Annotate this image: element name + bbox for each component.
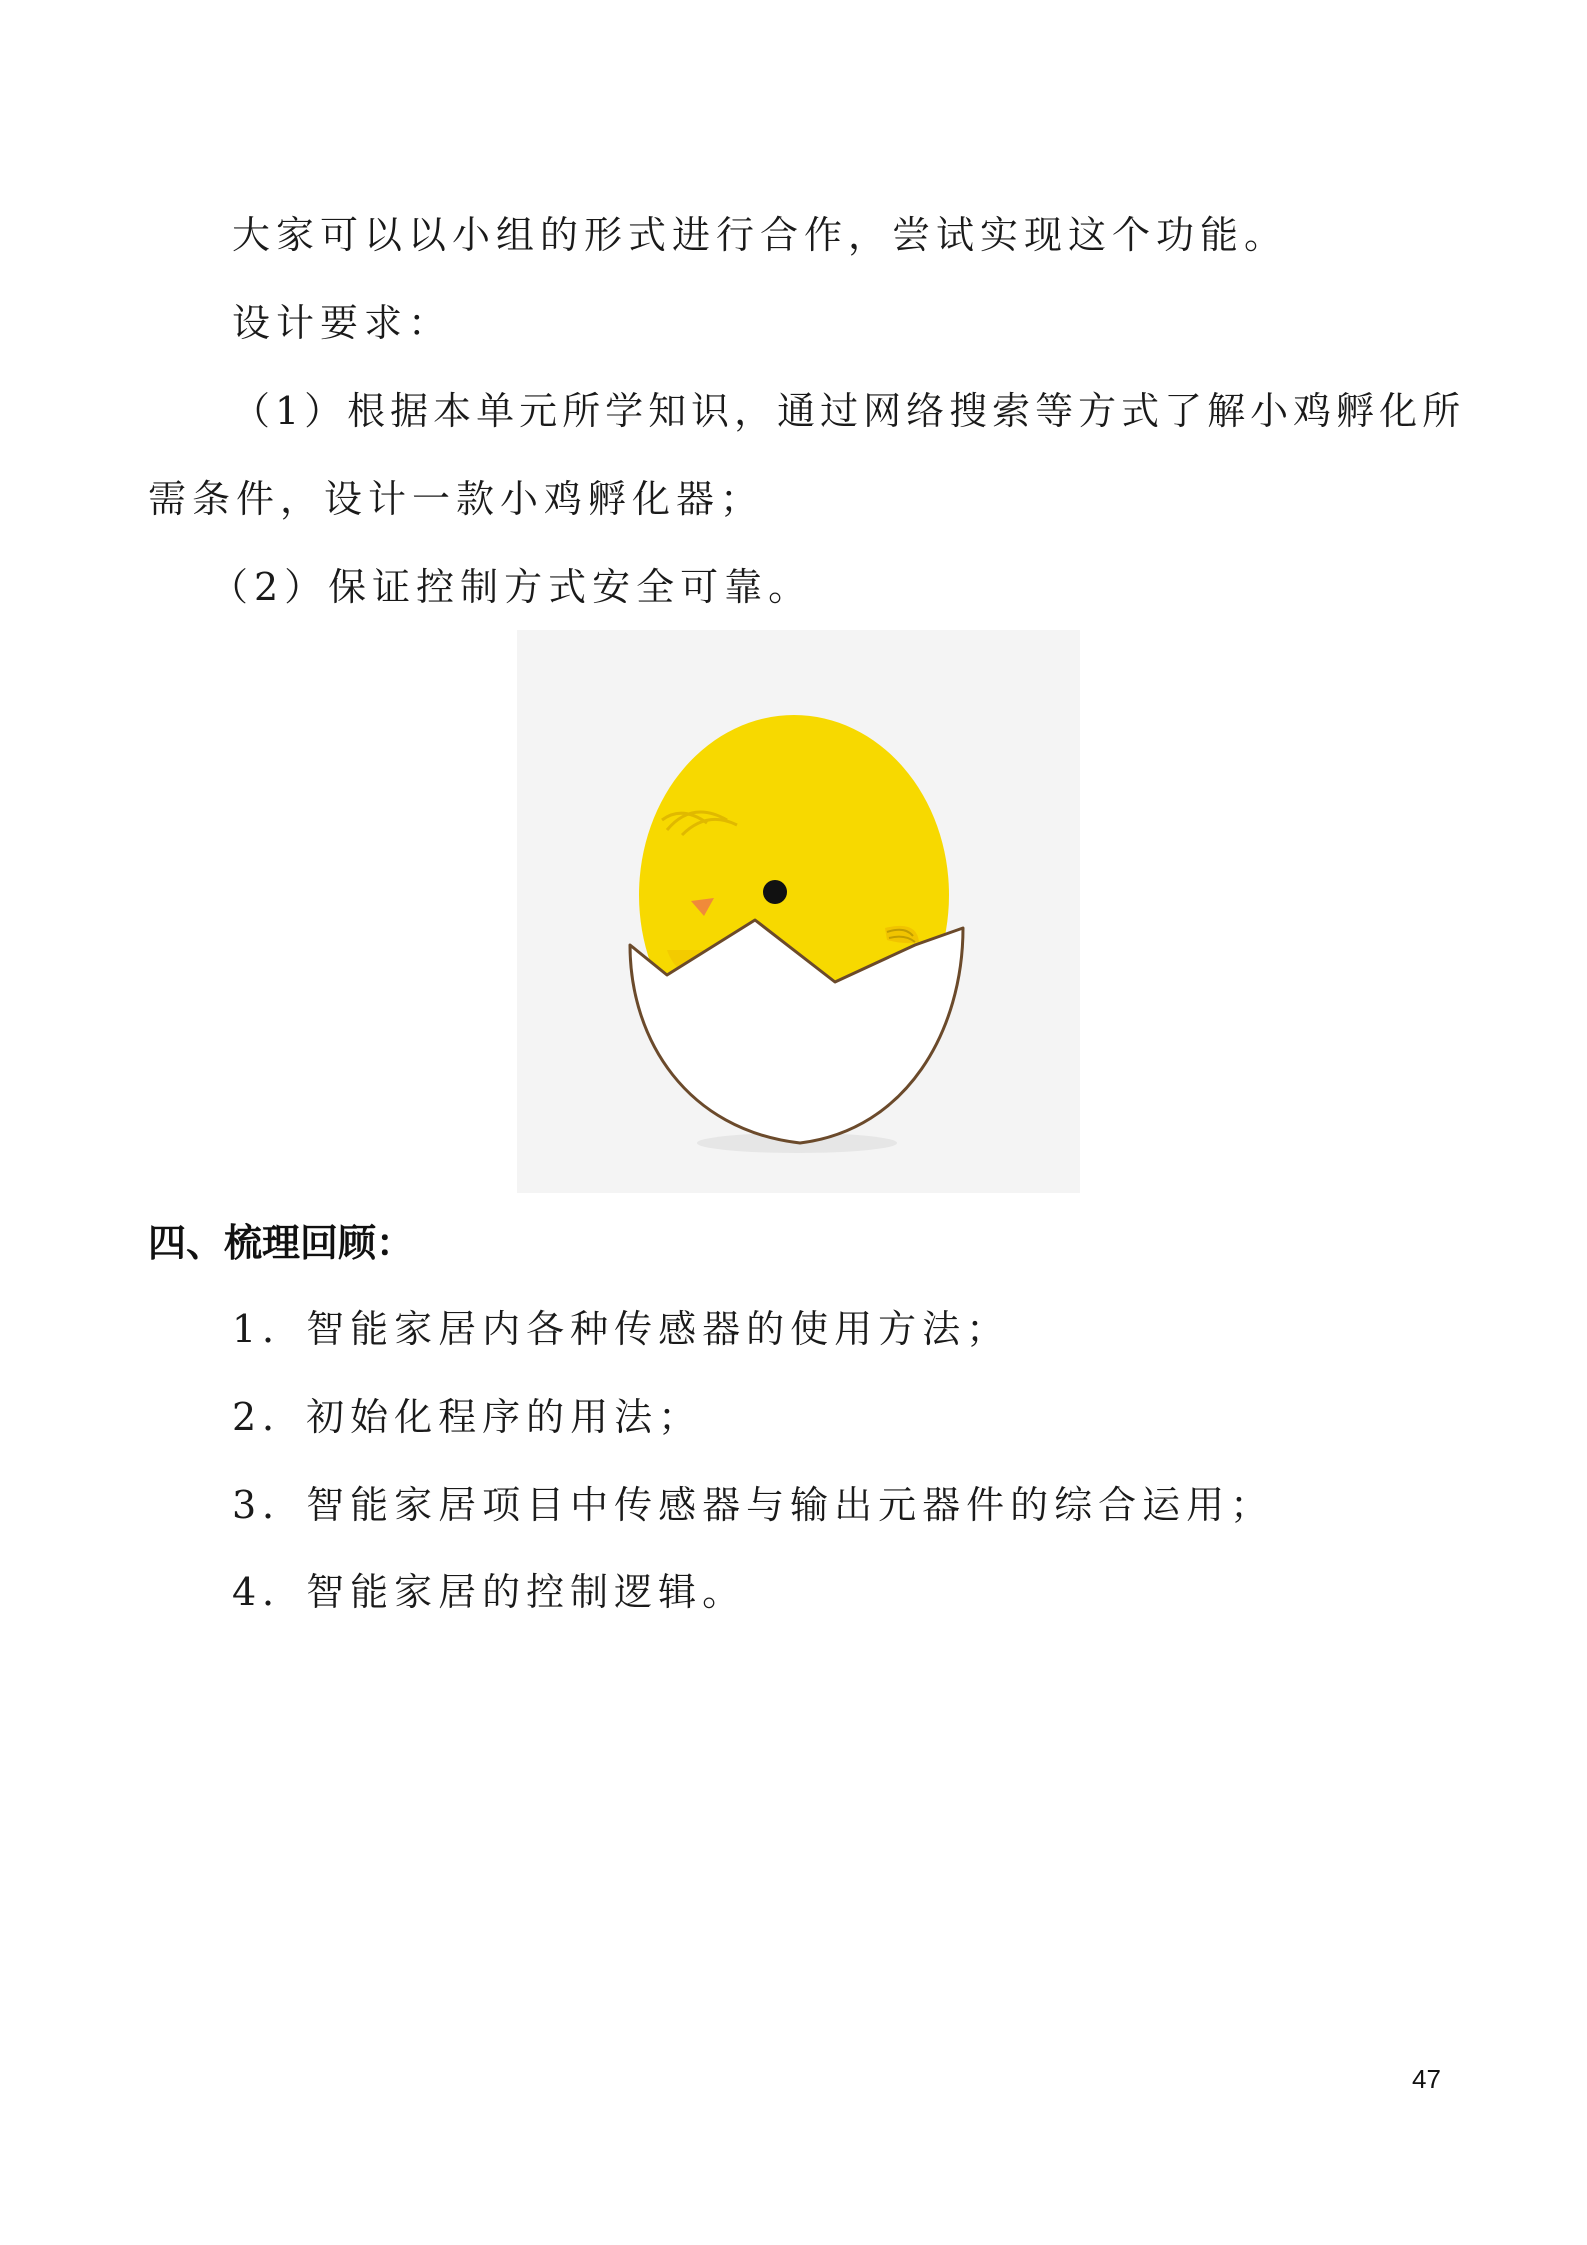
page-number: 47	[1412, 2064, 1441, 2094]
hatching-chick-illustration	[517, 630, 1080, 1193]
review-item-4: 4．智能家居的控制逻辑。	[232, 1570, 747, 1614]
chick-eye	[763, 880, 787, 904]
design-requirements-label: 设计要求：	[232, 301, 453, 345]
requirement-1-line-1: （1）根据本单元所学知识，通过网络搜索等方式了解小鸡孵化所	[232, 389, 1466, 433]
review-item-2: 2．初始化程序的用法；	[232, 1395, 703, 1439]
requirement-1-line-2: 需条件，设计一款小鸡孵化器；	[148, 477, 765, 521]
requirement-2: （2）保证控制方式安全可靠。	[210, 565, 813, 609]
intro-paragraph: 大家可以以小组的形式进行合作，尝试实现这个功能。	[232, 213, 1289, 257]
review-heading: 四、梳理回顾：	[148, 1221, 415, 1265]
review-item-1: 1．智能家居内各种传感器的使用方法；	[232, 1307, 1011, 1351]
chick-svg	[517, 630, 1080, 1193]
review-item-3: 3．智能家居项目中传感器与输出元器件的综合运用；	[232, 1483, 1275, 1527]
